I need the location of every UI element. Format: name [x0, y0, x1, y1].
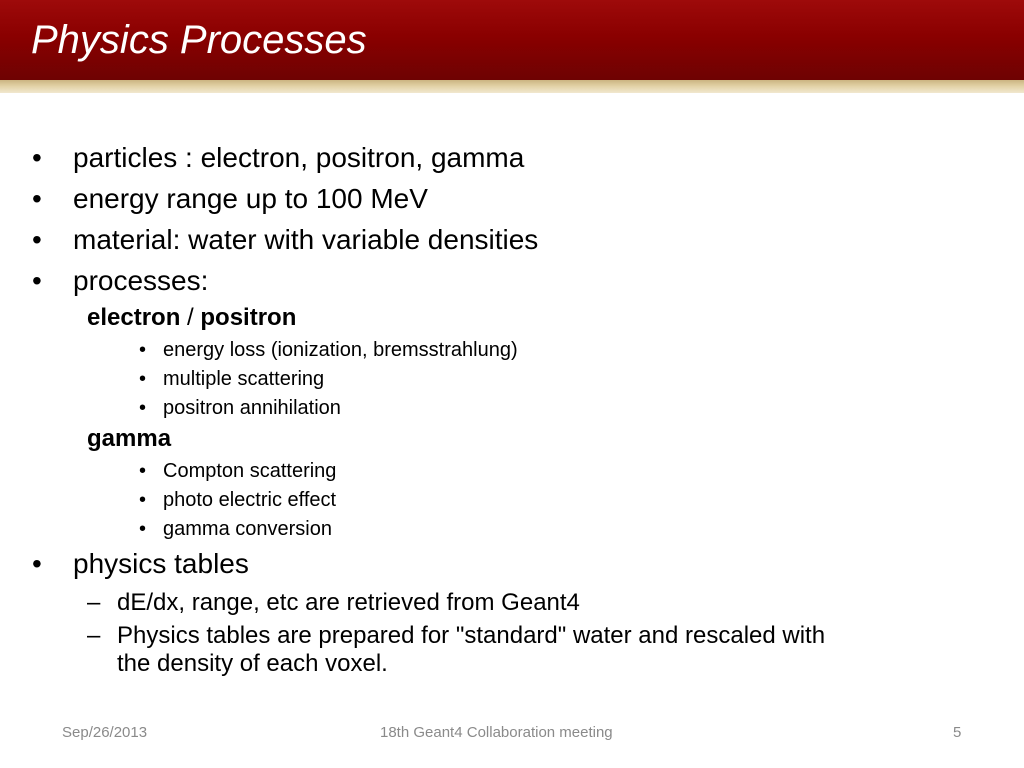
list-item: multiple scattering	[163, 368, 325, 390]
list-item: gamma conversion	[163, 518, 332, 540]
dash-glyph: –	[87, 622, 101, 649]
tables-item-prepared-line2: the density of each voxel.	[117, 650, 388, 677]
dash-glyph: –	[87, 589, 101, 616]
tables-item-prepared-line1: Physics tables are prepared for "standard" water and rescaled with	[117, 622, 826, 649]
bullet-glyph: •	[139, 368, 147, 390]
bullet-particles: particles : electron, positron, gamma	[73, 142, 525, 173]
tables-item-retrieved: dE/dx, range, etc are retrieved from Geant4	[117, 589, 580, 616]
bullet-glyph: •	[139, 518, 147, 540]
bullet-glyph: •	[139, 397, 147, 419]
slide-title: Physics Processes	[31, 18, 367, 62]
footer-meeting: 18th Geant4 Collaboration meeting	[380, 724, 613, 741]
list-item: energy loss (ionization, bremsstrahlung)	[163, 339, 518, 361]
bullet-glyph: •	[32, 183, 42, 214]
electron-positron-heading	[87, 303, 296, 333]
bullet-processes: processes:	[73, 265, 209, 296]
bullet-glyph: •	[139, 460, 147, 482]
footer-page-number: 5	[953, 724, 962, 741]
bullet-physics-tables: physics tables	[73, 548, 249, 579]
bullet-energy-range: energy range up to 100 MeV	[73, 183, 428, 214]
list-item: positron annihilation	[163, 397, 341, 419]
gamma-heading: gamma	[87, 425, 172, 452]
heading-separator: /	[180, 304, 201, 331]
bullet-glyph: •	[32, 224, 42, 255]
list-item: photo electric effect	[163, 489, 337, 511]
bullet-material: material: water with variable densities	[73, 224, 539, 255]
bullet-glyph: •	[139, 489, 147, 511]
heading-positron: positron	[200, 304, 297, 331]
bullet-glyph: •	[139, 339, 147, 361]
bullet-glyph: •	[32, 548, 42, 579]
list-item: Compton scattering	[163, 460, 337, 482]
footer-date: Sep/26/2013	[62, 724, 148, 741]
heading-electron: electron	[87, 304, 181, 331]
bullet-glyph: •	[32, 142, 42, 173]
bullet-glyph: •	[32, 265, 42, 296]
